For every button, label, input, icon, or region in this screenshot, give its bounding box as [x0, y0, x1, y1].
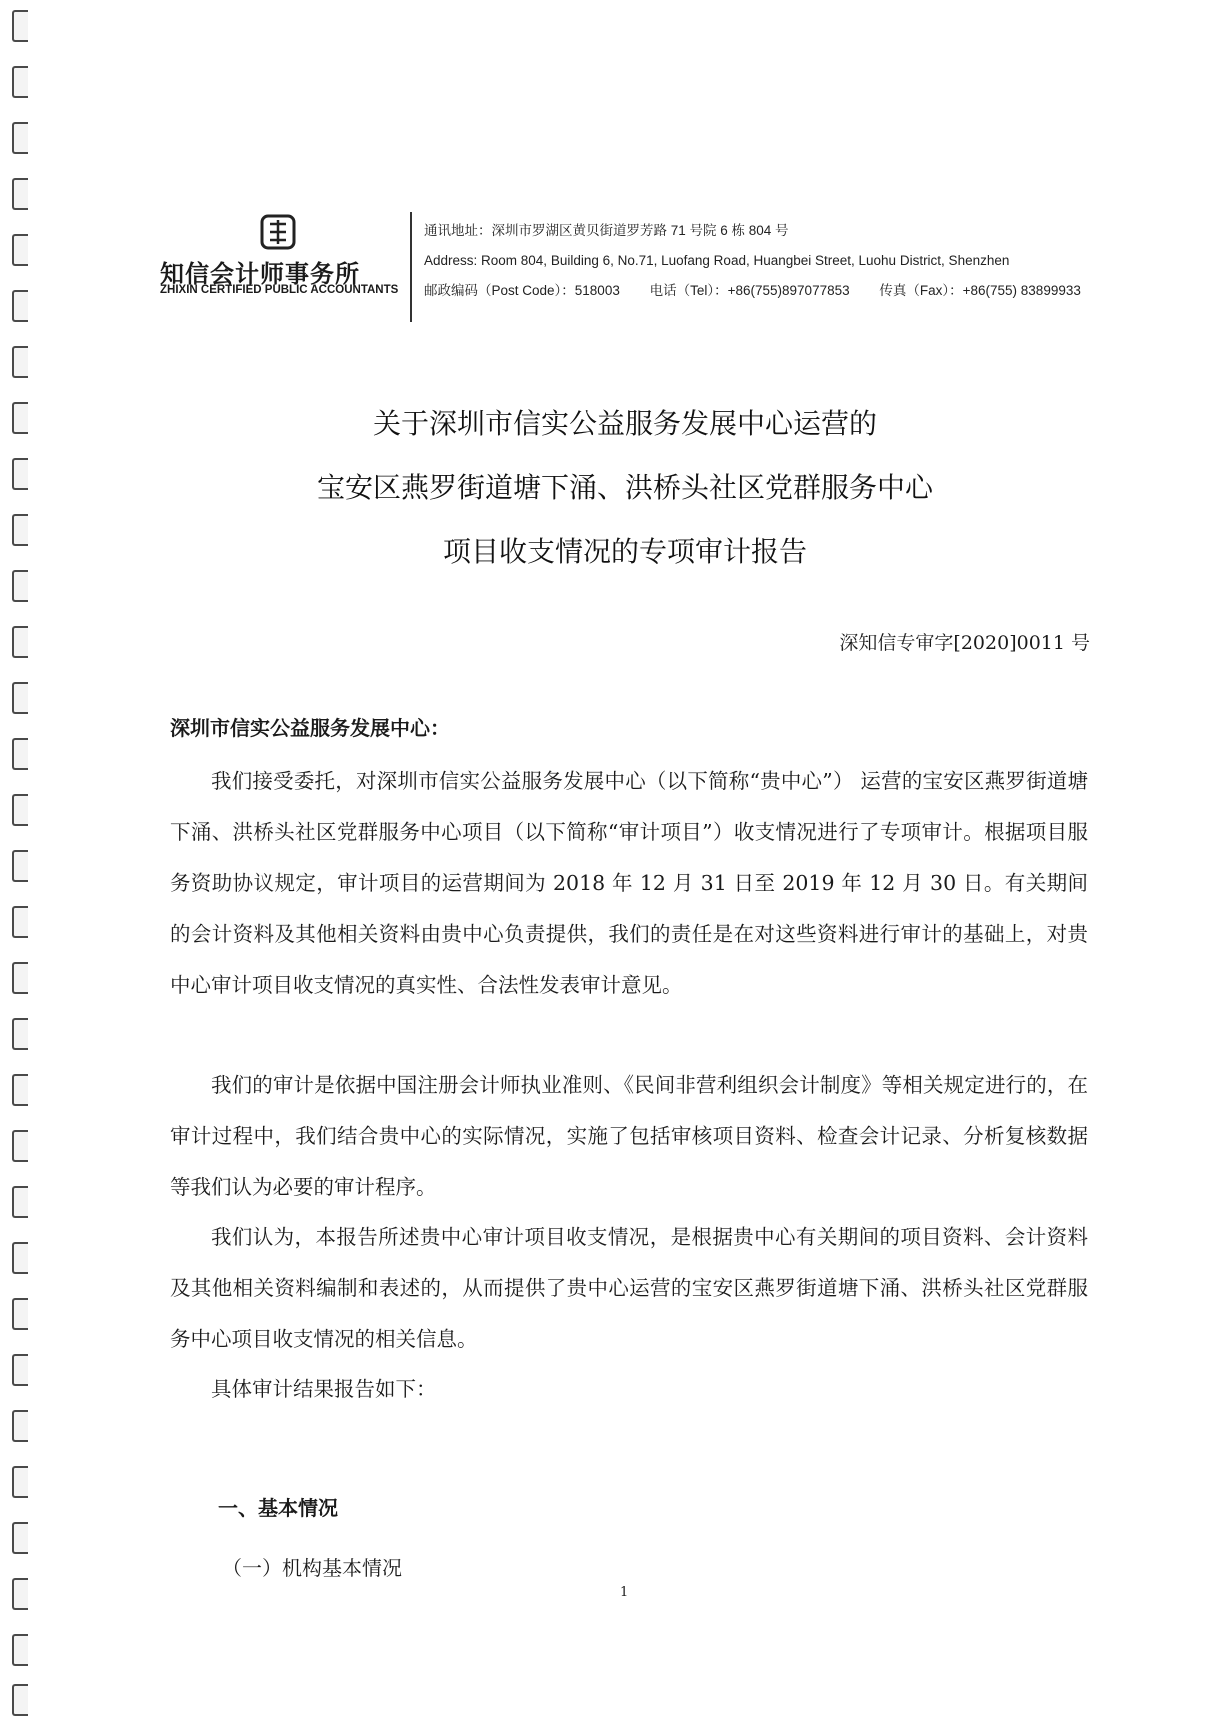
- report-title-line-1: 关于深圳市信实公益服务发展中心运营的: [372, 407, 877, 440]
- paragraph-engagement: 我们接受委托，对深圳市信实公益服务发展中心（以下简称“贵中心”） 运营的宝安区燕罗街道塘下涌、洪桥头社区党群服务中心项目（以下简称“审计项目”）收支情况进行了专项审计。根据项目服务资助协议规定，审计项目的运营期间为 2018 年 12 月 31 日至 2019 年 12 月 30 日。有关期间的会计资料及其他相关资料由贵中心负责提供，我们的责任是在对这些资料进行审计的基础上，对贵中心审计项目收支情况的真实性、合法性发表审计意见。: [170, 769, 1088, 997]
- firm-logo-icon: [258, 212, 298, 252]
- telephone: 电话（Tel）：+86(755)897077853: [649, 283, 850, 298]
- address-cn: 通讯地址：深圳市罗湖区黄贝街道罗芳路 71 号院 6 栋 804 号: [424, 223, 789, 238]
- letterhead-divider: [410, 212, 412, 322]
- report-title-line-3: 项目收支情况的专项审计报告: [442, 535, 807, 568]
- section-heading-basic-info: 一、基本情况: [218, 1496, 338, 1520]
- document-number: 深知信专审字[2020]0011 号: [839, 632, 1090, 654]
- letterhead: [160, 212, 1081, 322]
- page-number: 1: [620, 1585, 629, 1600]
- fax: 传真（Fax）：+86(755) 83899933: [879, 283, 1081, 298]
- paragraph-results-intro: 具体审计结果报告如下：: [211, 1377, 437, 1401]
- paragraph-opinion: 我们认为，本报告所述贵中心审计项目收支情况，是根据贵中心有关期间的项目资料、会计资料及其他相关资料编制和表述的，从而提供了贵中心运营的宝安区燕罗街道塘下涌、洪桥头社区党群服务中心项目收支情况的相关信息。: [170, 1225, 1088, 1351]
- postcode: 邮政编码（Post Code）：518003: [424, 283, 620, 298]
- firm-name-en: ZHIXIN CERTIFIED PUBLIC ACCOUNTANTS: [160, 284, 399, 296]
- firm-name-cn: 知信会计师事务所: [160, 260, 360, 288]
- subsection-heading-org-info: （一）机构基本情况: [222, 1556, 402, 1580]
- paragraph-basis: 我们的审计是依据中国注册会计师执业准则、《民间非营利组织会计制度》等相关规定进行的，在审计过程中，我们结合贵中心的实际情况，实施了包括审核项目资料、检查会计记录、分析复核数据等我们认为必要的审计程序。: [170, 1073, 1088, 1199]
- letterhead-contact: [424, 216, 1107, 306]
- addressee: 深圳市信实公益服务发展中心：: [170, 716, 450, 740]
- contact-line: [424, 276, 1107, 306]
- address-en: Address: Room 804, Building 6, No.71, Luofang Road, Huangbei Street, Luohu District, Shenzhen: [424, 253, 1010, 268]
- report-title-line-2: 宝安区燕罗街道塘下涌、洪桥头社区党群服务中心: [316, 471, 933, 504]
- binding-holes: [0, 0, 40, 1719]
